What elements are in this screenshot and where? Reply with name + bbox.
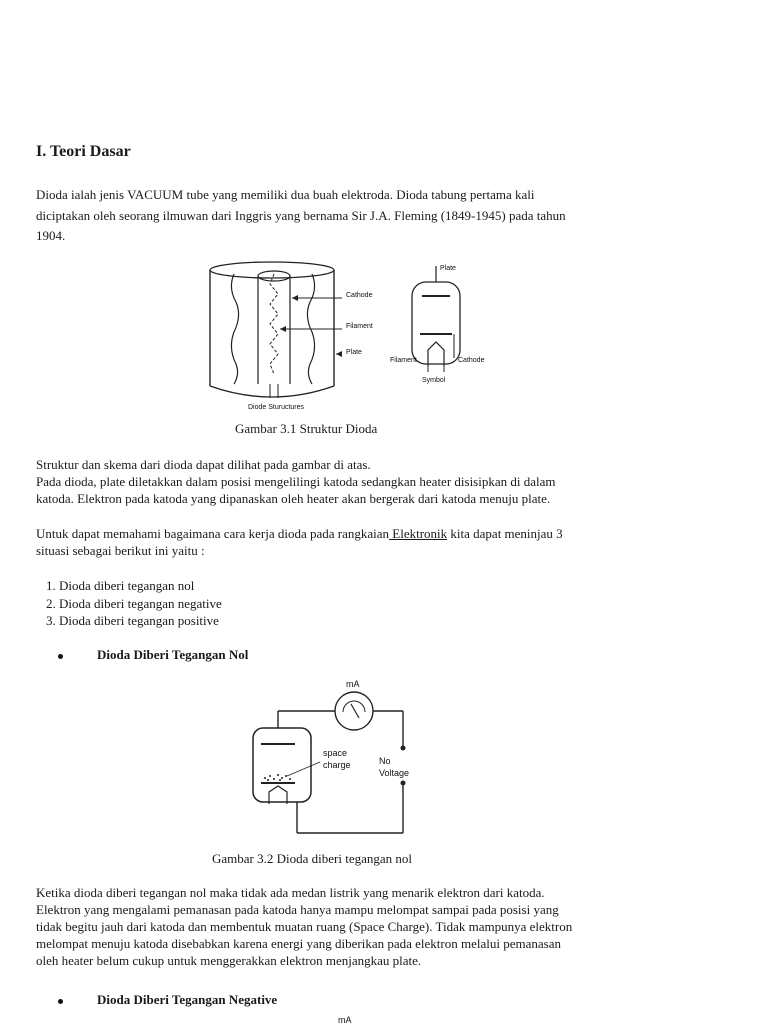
text-line: Struktur dan skema dari dioda dapat dilihat pada gambar di atas.: [36, 457, 371, 472]
arrow-head: [336, 351, 342, 357]
section-title-text: Dioda Diberi Tegangan Negative: [97, 992, 278, 1007]
filament-coil: [270, 274, 278, 374]
arrow-head: [280, 326, 286, 332]
structure-paragraph: [36, 456, 736, 507]
plate-cut-left: [231, 274, 238, 384]
situation-list: [46, 577, 222, 630]
list-item: 2. Dioda diberi tegangan negative: [46, 595, 222, 611]
label-voltage: Voltage: [379, 768, 410, 778]
section-title-negative-voltage: [58, 992, 277, 1008]
text-fragment: Untuk dapat memahami bagaimana cara kerja dioda pada rangkaian: [36, 526, 390, 541]
bullet-icon: [58, 654, 63, 659]
space-charge-pointer: [287, 762, 320, 776]
section-heading: I. Teori Dasar: [36, 143, 131, 160]
plate-top-ellipse: [210, 262, 334, 278]
cathode-top: [258, 271, 290, 281]
next-figure-fragment: [336, 1012, 366, 1024]
text-line: tidak begitu jauh dari katoda dan membentuk muatan ruang (Space Charge). Tidak mampunya elektron: [36, 919, 573, 934]
label-symbol: Symbol: [422, 377, 446, 384]
text-line: Pada dioda, plate diletakkan dalam posisi mengelilingi katoda sedangkan heater disisipkan di dalam: [36, 474, 556, 489]
zero-voltage-paragraph: [36, 884, 736, 969]
text-fragment: kita dapat meninjau 3: [447, 526, 563, 541]
milliammeter-icon: [335, 692, 373, 730]
label-filament-symbol: Filament: [390, 357, 417, 364]
text-line: situasi sebagai berikut ini yaitu :: [36, 543, 205, 558]
label-plate-symbol: Plate: [440, 265, 456, 272]
text-line: oleh heater belum cukup untuk menggerakkan elektron menjangkau plate.: [36, 953, 422, 968]
figure-caption: Gambar 3.1 Struktur Dioda: [235, 421, 378, 436]
arrow-head: [292, 295, 298, 301]
symbol-envelope: [412, 282, 460, 364]
situations-paragraph: [36, 525, 736, 559]
zero-voltage-circuit-figure: [245, 672, 425, 836]
diode-tube: [253, 728, 311, 802]
diode-structure-figure: [200, 258, 500, 416]
section-title-zero-voltage: [58, 647, 248, 663]
text-line: Ketika dioda diberi tegangan nol maka tidak ada medan listrik yang menarik elektron dari katoda.: [36, 885, 545, 900]
figure-caption: Gambar 3.2 Dioda diberi tegangan nol: [212, 851, 412, 866]
label-cathode: Cathode: [346, 292, 373, 299]
label-plate: Plate: [346, 349, 362, 356]
elektronik-link[interactable]: Elektronik: [389, 526, 448, 541]
label-cathode-symbol: Cathode: [458, 357, 485, 364]
label-space: space: [323, 748, 348, 758]
terminal-dot: [401, 746, 406, 751]
symbol-filament: [428, 342, 444, 366]
text-line: diciptakan oleh seorang ilmuwan dari Inggris yang bernama Sir J.A. Fleming (1849-1945) pada tahun: [36, 207, 566, 223]
text-line: Elektron yang mengalami pemanasan pada katoda hanya mampu melompat sampai pada posisi yang: [36, 902, 559, 917]
text-line: [36, 525, 736, 542]
label-ma: mA: [338, 1015, 352, 1024]
plate-bottom-curve: [210, 386, 334, 397]
text-line: katoda. Elektron pada katoda yang dipanaskan oleh heater akan bergerak dari katoda menuju plate.: [36, 491, 551, 506]
text-line: 1904.: [36, 228, 66, 243]
label-diode-structures: Diode Stuructures: [248, 404, 305, 411]
list-item: 1. Dioda diberi tegangan nol: [46, 578, 195, 593]
label-no: No: [379, 756, 391, 766]
label-filament: Filament: [346, 323, 373, 330]
label-charge: charge: [323, 760, 351, 770]
section-title-text: Dioda Diberi Tegangan Nol: [97, 647, 249, 662]
label-ma: mA: [346, 679, 360, 689]
list-item: 3. Dioda diberi tegangan positive: [46, 613, 219, 628]
text-line: melompat menuju katoda disebabkan karena energi yang diberikan pada elektron melalui pemanasan: [36, 936, 561, 951]
meter-needle: [351, 704, 359, 718]
bullet-icon: [58, 999, 63, 1004]
intro-paragraph: [36, 185, 736, 247]
space-charge-dots: [264, 774, 291, 781]
text-line: Dioda ialah jenis VACUUM tube yang memiliki dua buah elektroda. Dioda tabung pertama kali: [36, 187, 535, 202]
